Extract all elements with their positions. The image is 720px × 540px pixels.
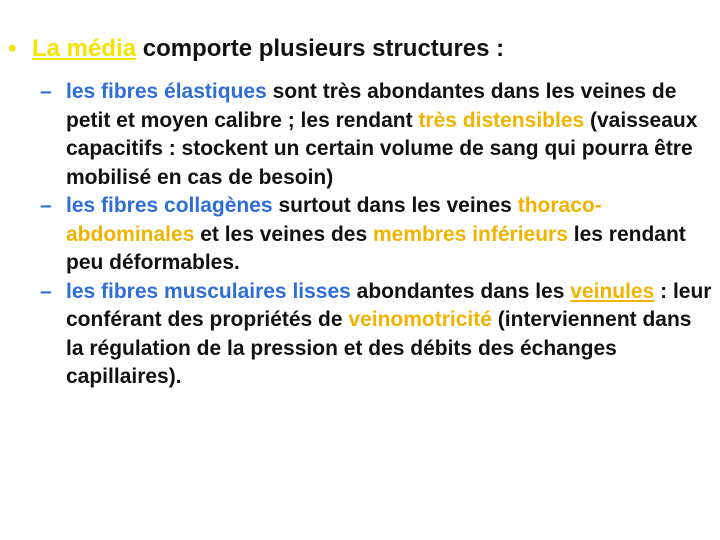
keyword-smooth-muscle-fibers: les fibres musculaires lisses [66, 279, 351, 303]
dash-icon: – [40, 80, 52, 103]
text-segment: (interviennent dans la régulation de la pression et des débits des échanges capillaires). [66, 308, 692, 388]
keyword-elastic-fibers: les fibres élastiques [66, 80, 267, 103]
text-segment: les rendant peu déformables. [66, 222, 686, 274]
sub-list [40, 78, 712, 392]
main-bullet-rest: comporte plusieurs structures : [136, 35, 505, 62]
keyword-media: La média [32, 35, 137, 62]
text-segment: abondantes dans les [350, 279, 571, 303]
keyword-distensibles: très distensibles [418, 108, 585, 132]
dash-icon: – [40, 279, 52, 303]
keyword-veinomotricite: veinomotricité [348, 308, 492, 331]
sub-item-smooth-muscle-fibers [40, 278, 712, 392]
text-segment: sont très abondantes dans les veines de petit et moyen calibre ; les rendant [66, 80, 677, 132]
keyword-veinules: veinules [570, 279, 655, 303]
text-segment: (vaisseaux capacitifs : stockent un certain volume de sang qui pourra être mobilisé en cas de besoin) [66, 108, 698, 189]
sub-item-collagen-fibers [40, 192, 712, 278]
dash-icon: – [40, 194, 52, 217]
text-segment: et les veines des [194, 222, 373, 246]
keyword-membres-inferieurs: membres inférieurs [372, 222, 568, 246]
keyword-thoraco-abdominales: thoraco-abdominales [66, 194, 602, 246]
text-segment: : leur conférant des propriétés de [66, 279, 712, 331]
text-segment: surtout dans les veines [272, 194, 518, 217]
main-bullet-text [32, 34, 708, 64]
main-bullet [8, 34, 708, 64]
sub-item-elastic-fibers [40, 78, 712, 192]
bullet-icon: • [8, 35, 17, 62]
keyword-collagen-fibers: les fibres collagènes [66, 194, 273, 217]
